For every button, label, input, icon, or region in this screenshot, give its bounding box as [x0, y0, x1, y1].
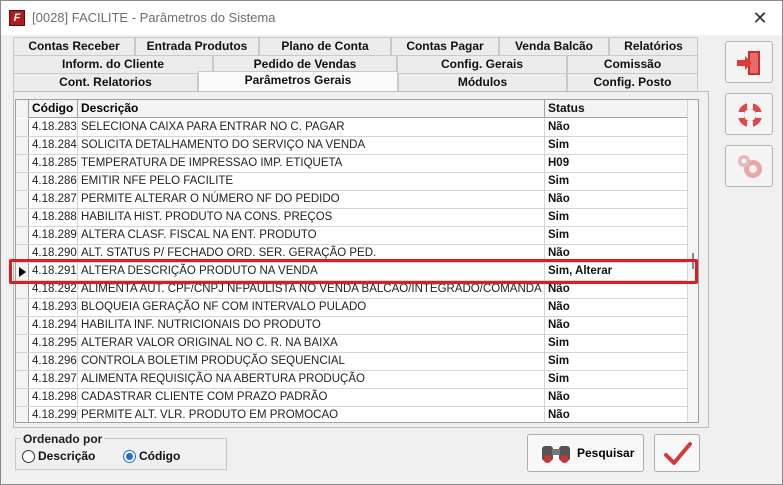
radio-label-description[interactable]: Descrição: [38, 449, 96, 463]
cell-description[interactable]: CONTROLA BOLETIM PRODUÇÃO SEQUENCIAL: [78, 353, 545, 370]
cell-description[interactable]: ALIMENTA AUT. CPF/CNPJ NFPAULISTA NO VENDA BALCAO/INTEGRADO/COMANDA: [78, 281, 545, 298]
cell-code[interactable]: 4.18.297: [29, 371, 78, 388]
cell-status[interactable]: Não: [545, 407, 688, 423]
help-button[interactable]: [725, 93, 773, 135]
row-indicator: [16, 119, 29, 136]
radio-order-description[interactable]: [22, 450, 35, 463]
cell-description[interactable]: BLOQUEIA GERAÇÃO NF COM INTERVALO PULADO: [78, 299, 545, 316]
row-indicator: [16, 137, 29, 154]
table-row[interactable]: [16, 407, 688, 423]
tab-contas-pagar[interactable]: Contas Pagar: [391, 37, 499, 55]
tab-row-3: [13, 73, 698, 92]
selected-row-highlight: [9, 259, 698, 284]
row-indicator: [16, 389, 29, 406]
cell-status[interactable]: Não: [545, 281, 688, 298]
cell-status[interactable]: Sim: [545, 371, 688, 388]
grid-header: [16, 100, 688, 118]
close-button[interactable]: ✕: [752, 8, 768, 28]
indicator-header: [16, 100, 29, 118]
cell-description[interactable]: EMITIR NFE PELO FACILITE: [78, 173, 545, 190]
tab-venda-balcao[interactable]: Venda Balcão: [499, 37, 609, 55]
column-header-status[interactable]: Status: [545, 100, 688, 118]
tab-entrada-produtos[interactable]: Entrada Produtos: [135, 37, 259, 55]
cell-code[interactable]: 4.18.291: [29, 263, 78, 280]
tab-config-posto[interactable]: Config. Posto: [567, 73, 698, 91]
row-indicator: [16, 353, 29, 370]
table-row[interactable]: [16, 335, 688, 353]
cell-status[interactable]: Sim, Alterar: [545, 263, 688, 280]
cell-status[interactable]: Não: [545, 299, 688, 316]
column-header-description[interactable]: Descrição: [78, 100, 545, 118]
table-row[interactable]: [16, 227, 688, 245]
table-row[interactable]: [16, 191, 688, 209]
cell-code[interactable]: 4.18.292: [29, 281, 78, 298]
app-logo-icon: F: [9, 10, 25, 26]
cell-description[interactable]: ALTERAR VALOR ORIGINAL NO C. R. NA BAIXA: [78, 335, 545, 352]
radio-order-code[interactable]: [123, 450, 136, 463]
cell-status[interactable]: Sim: [545, 173, 688, 190]
checkmark-icon: [663, 440, 693, 468]
cell-status[interactable]: Sim: [545, 227, 688, 244]
cell-status[interactable]: Sim: [545, 335, 688, 352]
search-button-label: Pesquisar: [577, 446, 635, 460]
cell-code[interactable]: 4.18.293: [29, 299, 78, 316]
cell-description[interactable]: PERMITE ALTERAR O NÚMERO NF DO PEDIDO: [78, 191, 545, 208]
confirm-button[interactable]: [654, 434, 700, 472]
window-title: [0028] FACILITE - Parâmetros do Sistema: [32, 10, 276, 25]
tab-modulos[interactable]: Módulos: [398, 73, 567, 91]
row-indicator: [16, 209, 29, 226]
table-row[interactable]: [16, 155, 688, 173]
cell-description[interactable]: ALIMENTA REQUISIÇÃO NA ABERTURA PRODUÇÃO: [78, 371, 545, 388]
tab-plano-de-conta[interactable]: Plano de Conta: [259, 37, 391, 55]
table-row[interactable]: [16, 371, 688, 389]
cell-description[interactable]: PERMITE ALT. VLR. PRODUTO EM PROMOCAO: [78, 407, 545, 423]
cell-status[interactable]: Sim: [545, 209, 688, 226]
cell-code[interactable]: 4.18.299: [29, 407, 78, 423]
cell-status[interactable]: Não: [545, 245, 688, 262]
cell-code[interactable]: 4.18.294: [29, 317, 78, 334]
table-row[interactable]: [16, 389, 688, 407]
cell-description[interactable]: SELECIONA CAIXA PARA ENTRAR NO C. PAGAR: [78, 119, 545, 136]
cell-description[interactable]: ALT. STATUS P/ FECHADO ORD. SER. GERAÇÃO PED.: [78, 245, 545, 262]
cell-code[interactable]: 4.18.287: [29, 191, 78, 208]
row-indicator: [16, 335, 29, 352]
row-indicator: [16, 317, 29, 334]
row-indicator: [16, 407, 29, 423]
cell-status[interactable]: Sim: [545, 353, 688, 370]
row-indicator: [16, 191, 29, 208]
table-row[interactable]: [16, 173, 688, 191]
column-header-code[interactable]: Código: [29, 100, 78, 118]
cell-status[interactable]: Não: [545, 119, 688, 136]
exit-door-icon: [735, 48, 765, 78]
cell-code[interactable]: 4.18.288: [29, 209, 78, 226]
row-indicator: [16, 371, 29, 388]
cell-description[interactable]: CADASTRAR CLIENTE COM PRAZO PADRÃO: [78, 389, 545, 406]
cell-code[interactable]: 4.18.283: [29, 119, 78, 136]
row-indicator: [16, 173, 29, 190]
tab-pedido-vendas[interactable]: Pedido de Vendas: [213, 55, 397, 73]
tab-cont-relatorios[interactable]: Cont. Relatorios: [13, 73, 198, 91]
table-row[interactable]: [16, 299, 688, 317]
table-row[interactable]: [16, 119, 688, 137]
cell-status[interactable]: H09: [545, 155, 688, 172]
title-bar: [1, 1, 782, 35]
tab-config-gerais[interactable]: Config. Gerais: [397, 55, 567, 73]
tab-relatorios[interactable]: Relatórios: [609, 37, 698, 55]
cell-description[interactable]: SOLICITA DETALHAMENTO DO SERVIÇO NA VENDA: [78, 137, 545, 154]
cell-code[interactable]: 4.18.298: [29, 389, 78, 406]
settings-button[interactable]: [725, 145, 773, 187]
cell-code[interactable]: 4.18.296: [29, 353, 78, 370]
cell-description[interactable]: HABILITA INF. NUTRICIONAIS DO PRODUTO: [78, 317, 545, 334]
table-row[interactable]: [16, 137, 688, 155]
cell-status[interactable]: Sim: [545, 137, 688, 154]
row-indicator: [16, 227, 29, 244]
order-by-legend: Ordenado por: [23, 432, 103, 446]
tab-strip: [13, 37, 709, 92]
cell-status[interactable]: Não: [545, 191, 688, 208]
cell-code[interactable]: 4.18.285: [29, 155, 78, 172]
cell-code[interactable]: 4.18.286: [29, 173, 78, 190]
search-button[interactable]: [527, 434, 644, 472]
cell-description[interactable]: ALTERA CLASF. FISCAL NA ENT. PRODUTO: [78, 227, 545, 244]
table-row[interactable]: [16, 317, 688, 335]
tab-inform-cliente[interactable]: Inform. do Cliente: [13, 55, 213, 73]
row-indicator: [16, 155, 29, 172]
cell-status[interactable]: Não: [545, 317, 688, 334]
table-row[interactable]: [16, 209, 688, 227]
cell-code[interactable]: 4.18.289: [29, 227, 78, 244]
tab-comissao[interactable]: Comissão: [567, 55, 698, 73]
cell-code[interactable]: 4.18.290: [29, 245, 78, 262]
cell-code[interactable]: 4.18.295: [29, 335, 78, 352]
exit-button[interactable]: [725, 41, 773, 83]
row-indicator: [16, 299, 29, 316]
table-row[interactable]: [16, 353, 688, 371]
binoculars-icon: [540, 442, 572, 466]
cell-status[interactable]: Não: [545, 389, 688, 406]
radio-label-code[interactable]: Código: [139, 449, 181, 463]
tab-row-1: [13, 37, 698, 56]
tab-parametros-gerais[interactable]: Parâmetros Gerais: [198, 71, 398, 92]
cell-description[interactable]: HABILITA HIST. PRODUTO NA CONS. PREÇOS: [78, 209, 545, 226]
tab-contas-receber[interactable]: Contas Receber: [13, 37, 135, 55]
gears-icon: [735, 152, 765, 182]
cell-code[interactable]: 4.18.284: [29, 137, 78, 154]
cell-description[interactable]: TEMPERATURA DE IMPRESSAO IMP. ETIQUETA: [78, 155, 545, 172]
lifebuoy-icon: [735, 100, 765, 130]
cell-description[interactable]: ALTERA DESCRIÇÃO PRODUTO NA VENDA: [78, 263, 545, 280]
